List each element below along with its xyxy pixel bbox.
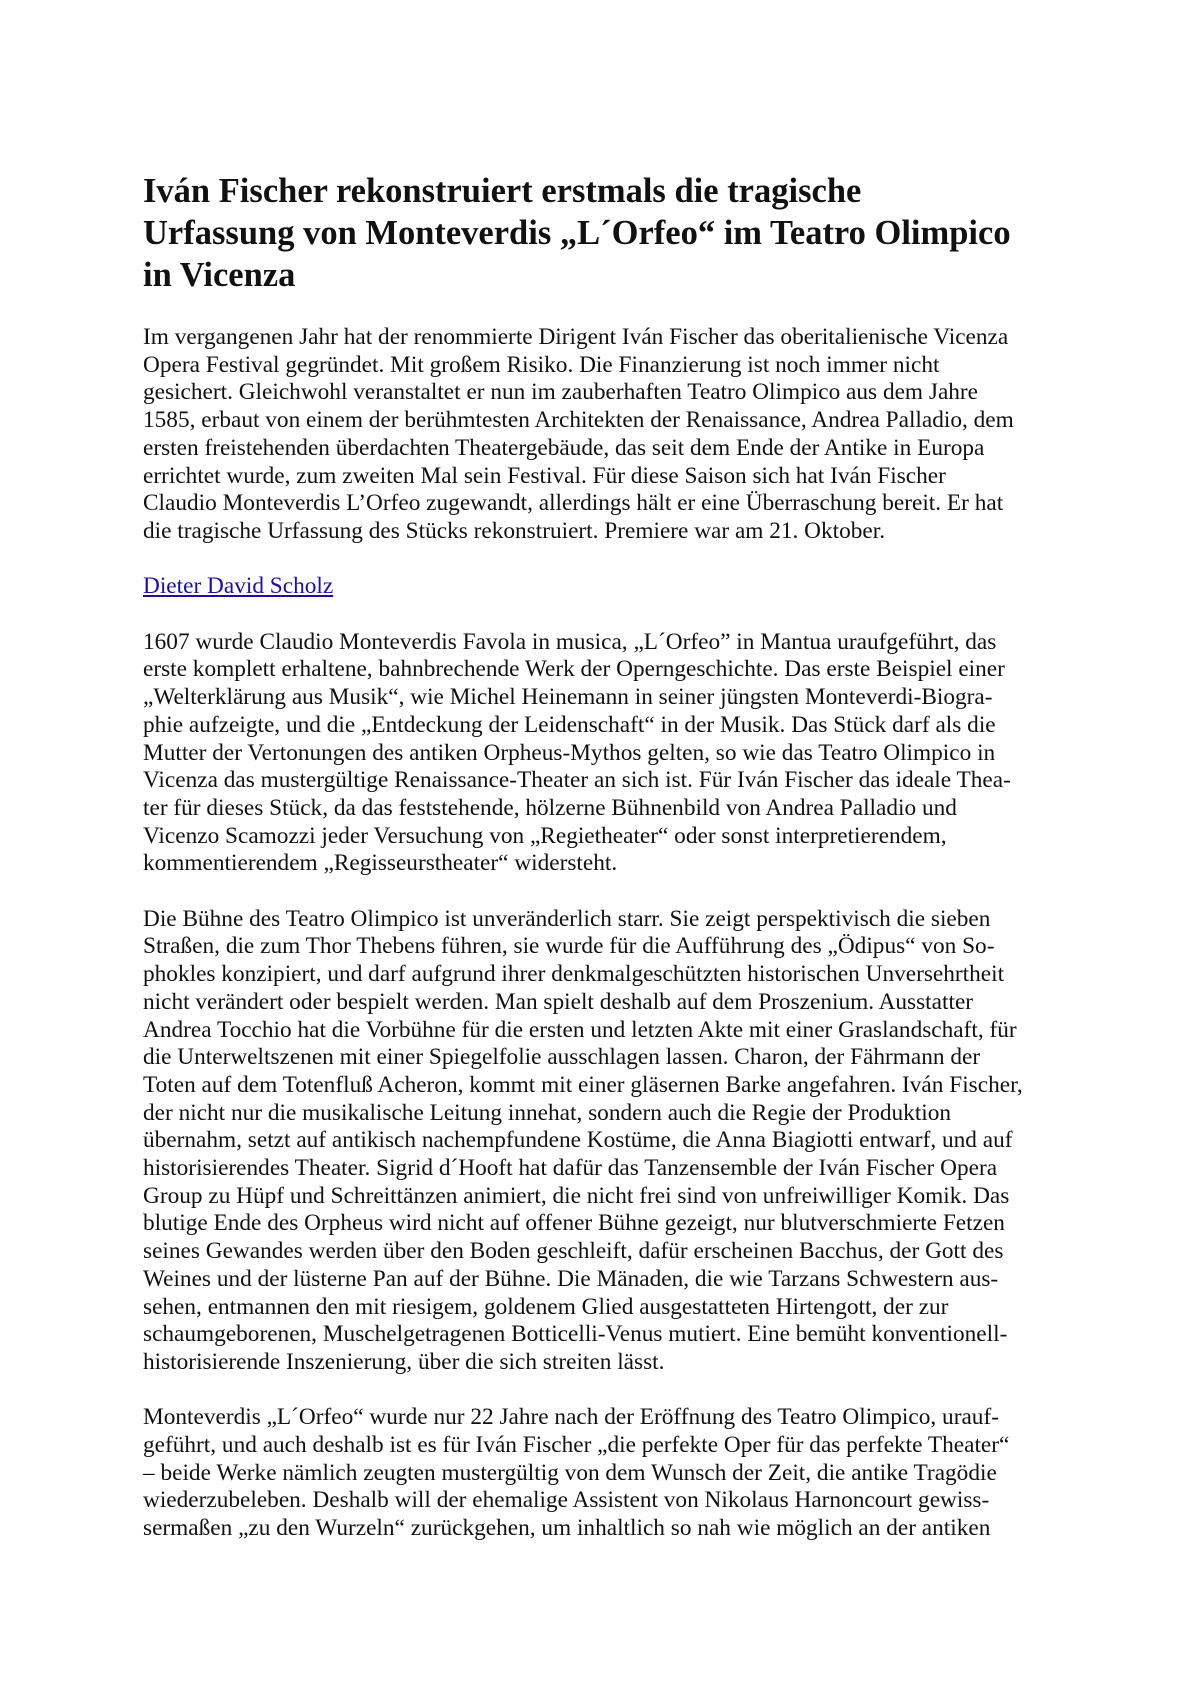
body-line: Group zu Hüpf und Schreittänzen animiert, die nicht frei sind von unfreiwilliger Komik. Das [143,1182,1010,1209]
lead-line: Claudio Monteverdis L’Orfeo zugewandt, allerdings hält er eine Überraschung bereit. Er hat [143,490,1004,517]
body-line: geführt, und auch deshalb ist es für Iván Fischer „die perfekte Oper für das perfekte Theater“ [143,1432,1010,1459]
body-paragraph-3 [143,1404,1058,1543]
body-line: die Unterweltszenen mit einer Spiegelfolie ausschlagen lassen. Charon, der Fährmann der [143,1044,981,1071]
title-line: Urfassung von Monteverdis „L´Orfeo“ im Teatro Olimpico [143,214,1011,252]
body-line: Die Bühne des Teatro Olimpico ist unveränderlich starr. Sie zeigt perspektivisch die sieben [143,905,991,932]
body-line: Toten auf dem Totenfluß Acheron, kommt mit einer gläsernen Barke angefahren. Iván Fischer, [143,1071,1023,1098]
lead-line: ersten freistehenden überdachten Theatergebäude, das seit dem Ende der Antike in Europa [143,434,985,461]
body-line: – beide Werke nämlich zeugten mustergültig von dem Wunsch der Zeit, die antike Tragödie [143,1459,997,1486]
body-line: Mutter der Vertonungen des antiken Orpheus-Mythos gelten, so wie das Teatro Olimpico in [143,739,996,766]
body-line: schaumgeborenen, Muschelgetragenen Botticelli-Venus mutiert. Eine bemüht konventionell- [143,1321,1008,1348]
body-line: „Welterklärung aus Musik“, wie Michel Heinemann in seiner jüngsten Monteverdi-Biogra- [143,684,993,711]
body-line: der nicht nur die musikalische Leitung innehat, sondern auch die Regie der Produktion [143,1099,952,1126]
body-line: seines Gewandes werden über den Boden geschleift, dafür erscheinen Bacchus, der Gott des [143,1238,1004,1265]
body-line: sermaßen „zu den Wurzeln“ zurückgehen, um inhaltlich so nah wie möglich an der antiken [143,1515,991,1542]
lead-line: gesichert. Gleichwohl veranstaltet er nun im zauberhaften Teatro Olimpico aus dem Jahre [143,379,979,406]
author-byline [143,573,1058,601]
body-line: Vicenzo Scamozzi jeder Versuchung von „Regietheater“ oder sonst interpretierendem, [143,822,947,849]
body-line: Andrea Tocchio hat die Vorbühne für die ersten und letzten Akte mit einer Graslandschaft, für [143,1016,1017,1043]
lead-line: die tragische Urfassung des Stücks rekonstruiert. Premiere war am 21. Oktober. [143,517,886,544]
body-line: erste komplett erhaltene, bahnbrechende Werk der Operngeschichte. Das erste Beispiel einer [143,656,1005,683]
title-line: Iván Fischer rekonstruiert erstmals die tragische [143,172,862,210]
body-line: historisierendes Theater. Sigrid d´Hooft hat dafür das Tanzensemble der Iván Fischer Opera [143,1155,998,1182]
body-line: phie aufzeigte, und die „Entdeckung der Leidenschaft“ in der Musik. Das Stück darf als die [143,711,996,738]
lead-line: 1585, erbaut von einem der berühmtesten Architekten der Renaissance, Andrea Palladio, dem [143,407,1014,434]
body-line: kommentierendem „Regisseurstheater“ widersteht. [143,850,618,877]
body-line: historisierende Inszenierung, über die sich streiten lässt. [143,1348,665,1375]
body-line: blutige Ende des Orpheus wird nicht auf offener Bühne gezeigt, nur blutverschmierte Fetzen [143,1210,1005,1237]
body-paragraph-2 [143,906,1058,1377]
lead-line: errichtet wurde, zum zweiten Mal sein Festival. Für diese Saison sich hat Iván Fischer [143,462,946,489]
body-line: ter für dieses Stück, da das feststehende, hölzerne Bühnenbild von Andrea Palladio und [143,794,957,821]
body-line: nicht verändert oder bespielt werden. Man spielt deshalb auf dem Proszenium. Ausstatter [143,988,974,1015]
body-line: wiederzubeleben. Deshalb will der ehemalige Assistent von Nikolaus Harnoncourt gewiss- [143,1487,990,1514]
body-line: sehen, entmannen den mit riesigem, goldenem Glied ausgestatteten Hirtengott, der zur [143,1293,949,1320]
lead-paragraph [143,324,1058,546]
body-line: Weines und der lüsterne Pan auf der Bühne. Die Mänaden, die wie Tarzans Schwestern aus- [143,1265,999,1292]
body-paragraph-1 [143,629,1058,878]
body-line: 1607 wurde Claudio Monteverdis Favola in musica, „L´Orfeo” in Mantua uraufgeführt, das [143,628,997,655]
article [143,170,1058,1571]
lead-line: Im vergangenen Jahr hat der renommierte Dirigent Iván Fischer das oberitalienische Vicenza [143,324,1009,350]
author-link[interactable]: Dieter David Scholz [143,573,334,600]
body-line: übernahm, setzt auf antikisch nachempfundene Kostüme, die Anna Biagiotti entwarf, und auf [143,1127,1013,1154]
body-line: Monteverdis „L´Orfeo“ wurde nur 22 Jahre nach der Eröffnung des Teatro Olimpico, urauf- [143,1404,999,1431]
title-line: in Vicenza [143,256,296,294]
body-line: Straßen, die zum Thor Thebens führen, sie wurde für die Aufführung des „Ödipus“ von So- [143,933,995,960]
article-title [143,170,1058,296]
lead-line: Opera Festival gegründet. Mit großem Risiko. Die Finanzierung ist noch immer nicht [143,351,940,378]
body-line: Vicenza das mustergültige Renaissance-Theater an sich ist. Für Iván Fischer das ideale Thea- [143,767,1011,794]
body-line: phokles konzipiert, und darf aufgrund ihrer denkmalgeschützten historischen Unversehrtheit [143,961,1005,988]
